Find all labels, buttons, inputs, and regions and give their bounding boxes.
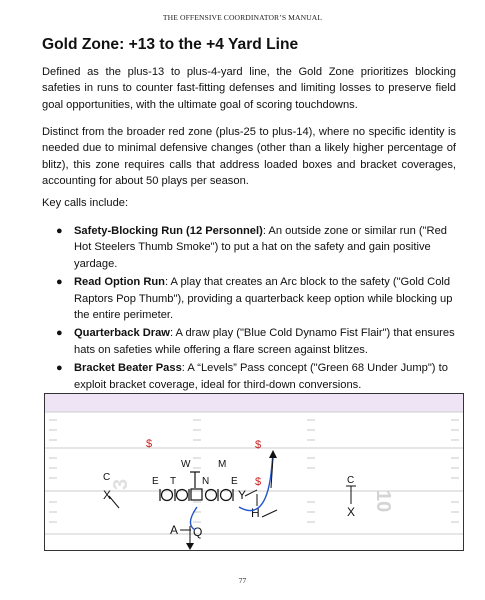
safety-mark: $ [255,476,262,488]
bullet-icon: ● [56,362,63,375]
bullet-icon: ● [56,276,63,289]
defender-t: T [170,476,177,487]
call-name: Read Option Run [74,276,165,289]
back-h: H [251,506,260,520]
call-name: Bracket Beater Pass [74,362,182,375]
list-item-bracket-beater-pass [42,360,457,393]
paragraph-distinction: Distinct from the broader red zone (plus-25 to plus-14), where no specific identity is needed due to minimal defensive changes (other than a likely higher percentage of blitz), this zone requires calls that address loaded boxes and bracket coverages, accounting for about 50 plays per season. [42,126,456,188]
arrow-icon [186,543,194,550]
tight-end-y: Y [238,488,247,502]
call-description: : A “Levels” Pass concept ("Green 68 Under Jump") to exploit bracket coverage, ideal for third-down conversions. [74,362,448,391]
receiver-x-right: X [347,505,356,519]
safety-mark: $ [255,439,262,451]
play-diagram [44,393,464,551]
call-description: : A draw play ("Blue Cold Dynamo Fist Flair") that ensures hats on safeties while offering a flare screen against blitzes. [74,327,455,356]
call-name: Quarterback Draw [74,327,170,340]
defender-w: W [181,459,191,470]
yard-number: 10 [372,490,394,513]
list-item-safety-blocking-run [42,223,457,272]
arrow-icon [269,450,277,458]
route-line [262,510,277,517]
running-head: THE OFFENSIVE COORDINATOR’S MANUAL [162,13,323,22]
section-title: Gold Zone: +13 to the +4 Yard Line [42,36,299,53]
defender-m: M [218,459,227,470]
list-item-quarterback-draw [42,325,457,358]
back-a: A [170,523,179,537]
defender-c-right: C [347,475,355,486]
page-number: 77 [238,576,247,585]
quarterback-q: Q [193,525,203,539]
call-description: : An outside zone or similar run ("Red Hot Steelers Thumb Smoke") to put a hat on the safety and gain positive yardage. [74,225,447,270]
bullet-icon: ● [56,225,63,237]
call-name: Safety-Blocking Run (12 Personnel) [74,225,263,237]
bullet-icon: ● [56,327,63,340]
receiver-x-left: X [103,488,112,502]
yard-number-left: 3 [110,478,132,490]
safety-mark: $ [146,438,153,450]
list-item-read-option-run [42,274,457,323]
defender-e-right: E [231,476,238,487]
paragraph-definition: Defined as the plus-13 to plus-4-yard line, the Gold Zone prioritizes blocking safeties in runs to counter fast-fitting defenses and limiting losses to preserve field goal opportunities, with the ultimate goal of scoring touchdowns. [42,66,456,111]
paragraph-key-calls-intro: Key calls include: [42,197,129,209]
defender-c-left: C [103,472,111,483]
route-line [109,496,119,508]
call-description: : A play that creates an Arc block to the safety ("Gold Cold Raptors Pop Thumb"), providing a quarterback keep option while blocking up the entire perimeter. [74,276,453,322]
key-calls-list [42,223,457,395]
defender-n: N [202,476,210,487]
endzone-band [45,394,463,412]
defender-e-left: E [152,476,159,487]
